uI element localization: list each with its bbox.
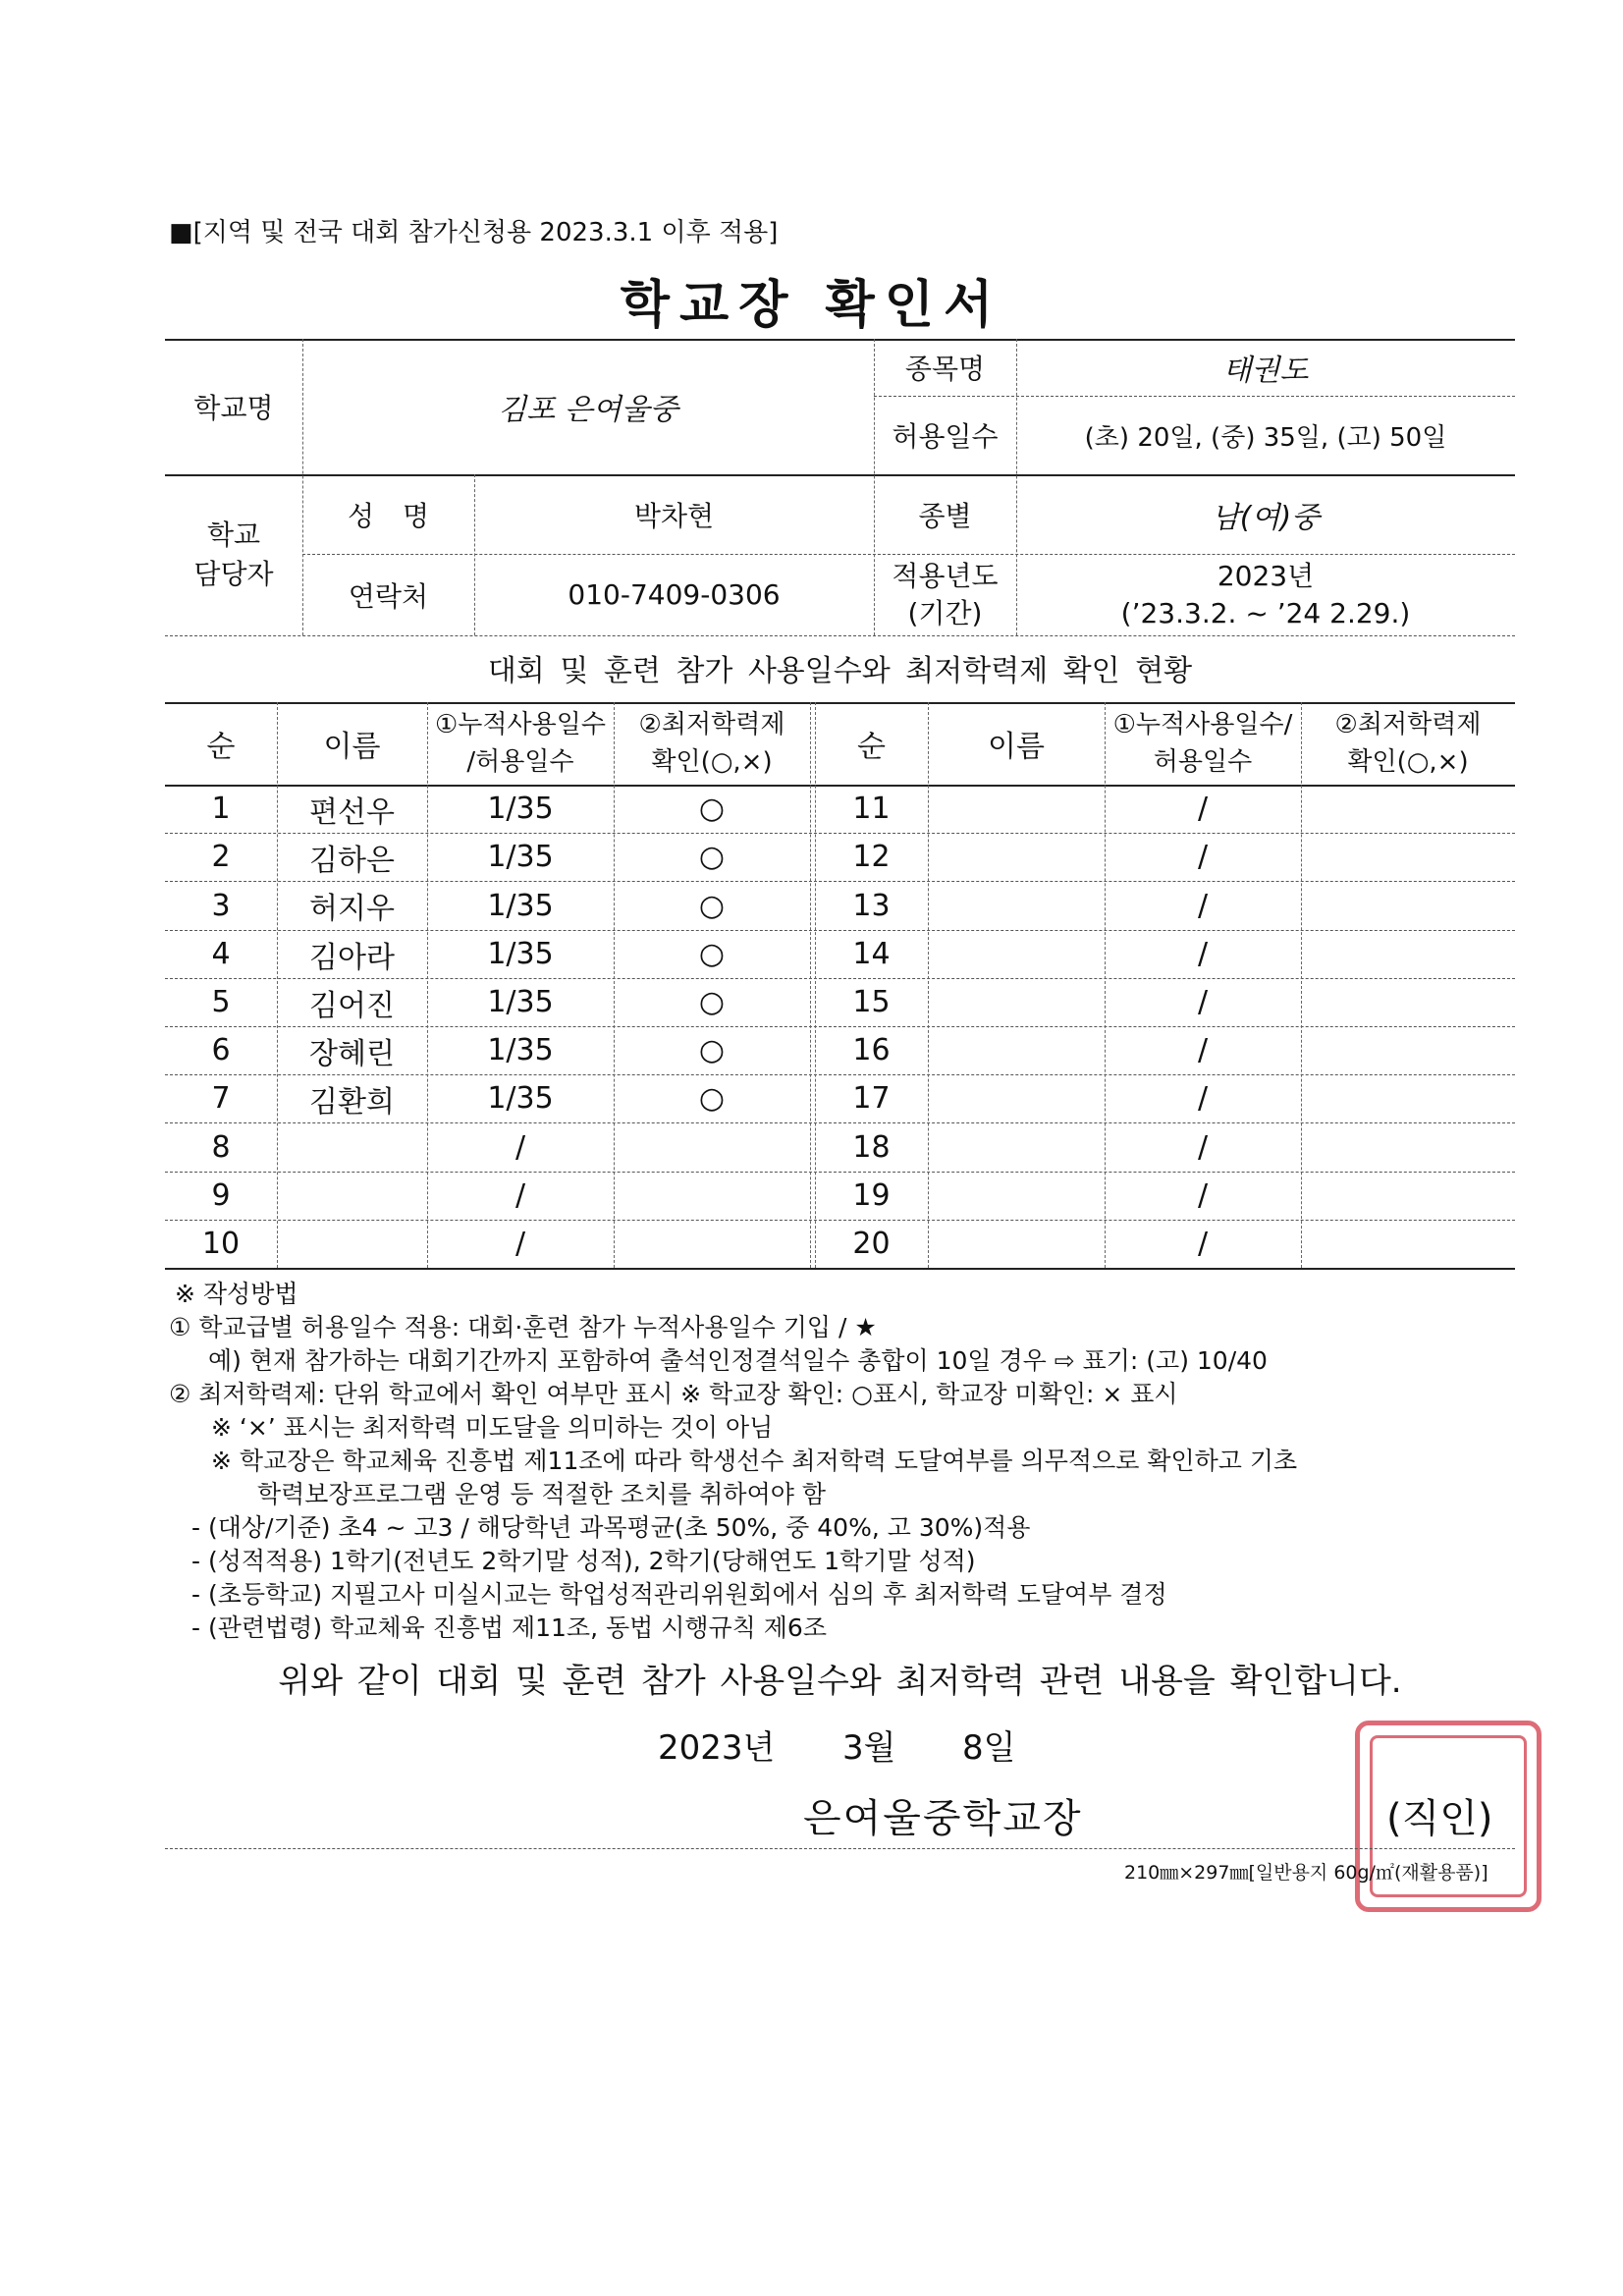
cell-name: [277, 1172, 427, 1220]
sport-value: 태권도: [1222, 354, 1309, 388]
header-days-right: [1105, 702, 1301, 785]
cell-check: [614, 1220, 810, 1268]
page-title: 학교장 확인서: [620, 275, 1003, 335]
note-line: ① 학교급별 허용일수 적용: 대회·훈련 참가 누적사용일수 기입 / ★: [169, 1313, 877, 1341]
allowed-days-label: 허용일수: [892, 420, 999, 453]
allowed-days-value: (초) 20일, (중) 35일, (고) 50일: [1084, 422, 1447, 453]
apply-year-label-line1: 적용년도: [892, 559, 999, 592]
cell-days: /: [1197, 937, 1209, 971]
cell-name: [928, 1172, 1105, 1220]
cell-days: /: [1197, 792, 1209, 826]
note-line: - (대상/기준) 초4 ~ 고3 / 해당학년 과목평균(초 50%, 중 40%, 고 30%)적용: [191, 1513, 1031, 1542]
cell-name: 편선우: [309, 794, 395, 830]
cell-days: 1/35: [487, 792, 554, 826]
cell-check: [1301, 1026, 1515, 1074]
contact-value: 010-7409-0306: [568, 578, 781, 611]
cell-days: /: [1197, 1227, 1209, 1261]
apply-year-label: [874, 554, 1016, 635]
cell-no: 9: [211, 1178, 231, 1213]
cell-check: [1301, 1074, 1515, 1122]
header-check-right-line1: ②최저학력제: [1334, 710, 1482, 739]
cell-no: 13: [852, 888, 891, 923]
note-line: ※ 학교장은 학교체육 진흥법 제11조에 따라 학생선수 최저학력 도달여부를 의무적으로 확인하고 기초: [211, 1447, 1298, 1475]
cell-no: 20: [852, 1227, 891, 1261]
cell-name: [277, 1220, 427, 1268]
seal-label: (직인): [1386, 1796, 1493, 1841]
cell-no: 11: [852, 792, 891, 826]
cell-days: /: [1197, 1033, 1209, 1067]
header-check-left: [614, 702, 810, 785]
cell-days: /: [1197, 840, 1209, 874]
cell-name: [277, 1122, 427, 1172]
cell-check: ○: [698, 840, 726, 874]
date-month: 3월: [842, 1728, 896, 1768]
header-days-right-line1: ①누적사용일수/: [1112, 710, 1293, 739]
cell-check: ○: [698, 1081, 726, 1116]
gender-value: 남(여)중: [1211, 500, 1321, 535]
cell-no: 16: [852, 1033, 891, 1067]
header-check-right: [1301, 702, 1515, 785]
paper-spec-footer: 210㎜×297㎜[일반용지 60g/㎡(재활용품)]: [1124, 1862, 1488, 1884]
cell-check: ○: [698, 1033, 726, 1067]
header-check-left-line1: ②최저학력제: [638, 710, 785, 739]
cell-name: [928, 881, 1105, 930]
date-day: 8일: [962, 1728, 1016, 1768]
cell-days: 1/35: [487, 840, 554, 874]
cell-check: [1301, 978, 1515, 1026]
apply-year-value: [1016, 554, 1515, 635]
cell-name: 김하은: [309, 843, 395, 878]
cell-days: /: [1197, 1129, 1209, 1165]
date-year: 2023년: [658, 1728, 776, 1768]
note-title: ※ 작성방법: [175, 1280, 298, 1308]
confirm-statement: 위와 같이 대회 및 훈련 참가 사용일수와 최저학력 관련 내용을 확인합니다.: [278, 1661, 1402, 1701]
cell-days: 1/35: [487, 888, 554, 923]
header-check-right-line2: 확인(○,×): [1347, 747, 1469, 777]
header-days-right-line2: 허용일수: [1153, 747, 1253, 777]
note-line: ※ ‘×’ 표시는 최저학력 미도달을 의미하는 것이 아님: [211, 1413, 774, 1442]
cell-check: [1301, 881, 1515, 930]
cell-no: 8: [211, 1129, 231, 1165]
cell-check: [1301, 1220, 1515, 1268]
note-line: - (초등학교) 지필고사 미실시교는 학업성적관리위원회에서 심의 후 최저학력 도달여부 결정: [191, 1580, 1167, 1609]
cell-check: [1301, 833, 1515, 881]
cell-name: 김어진: [309, 988, 395, 1023]
header-no-right: 순: [857, 730, 886, 764]
cell-check: [1301, 785, 1515, 833]
manager-label: [165, 474, 302, 635]
cell-days: 1/35: [487, 985, 554, 1019]
cell-name: 김아라: [309, 940, 395, 975]
cell-name: [928, 1074, 1105, 1122]
cell-no: 3: [211, 888, 231, 923]
cell-days: 1/35: [487, 1081, 554, 1116]
cell-name: [928, 978, 1105, 1026]
note-line: ② 최저학력제: 단위 학교에서 확인 여부만 표시 ※ 학교장 확인: ○표시, 학교장 미확인: × 표시: [169, 1380, 1178, 1408]
cell-no: 18: [852, 1129, 891, 1165]
cell-no: 1: [211, 792, 231, 826]
cell-name: 김환희: [309, 1084, 395, 1120]
cell-name: [928, 785, 1105, 833]
cell-name: [928, 1122, 1105, 1172]
cell-no: 19: [852, 1178, 891, 1213]
cell-check: [1301, 1172, 1515, 1220]
contact-label: 연락처: [348, 579, 429, 613]
person-name-label: 성 명: [348, 499, 429, 532]
cell-check: ○: [698, 792, 726, 826]
cell-name: [928, 930, 1105, 978]
cell-no: 6: [211, 1033, 231, 1067]
header-days-left-line2: /허용일수: [466, 747, 574, 777]
cell-no: 14: [852, 937, 891, 971]
cell-no: 15: [852, 985, 891, 1019]
cell-no: 7: [211, 1081, 231, 1116]
cell-no: 4: [211, 937, 231, 971]
manager-label-line2: 담당자: [193, 558, 274, 590]
section-title: 대회 및 훈련 참가 사용일수와 최저학력제 확인 현황: [487, 654, 1193, 688]
cell-no: 12: [852, 840, 891, 874]
form-header-tag: ■[지역 및 전국 대회 참가신청용 2023.3.1 이후 적용]: [169, 218, 779, 247]
cell-check: [1301, 1122, 1515, 1172]
cell-days: 1/35: [487, 1033, 554, 1067]
apply-year-value-line2: (’23.3.2. ~ ’24 2.29.): [1120, 596, 1411, 629]
note-line: 예) 현재 참가하는 대회기간까지 포함하여 출석인정결석일수 총합이 10일 경우 ⇨ 표기: (고) 10/40: [208, 1346, 1268, 1375]
cell-check: ○: [698, 937, 726, 971]
cell-check: [1301, 930, 1515, 978]
cell-name: [928, 833, 1105, 881]
cell-name: [928, 1026, 1105, 1074]
apply-year-value-line1: 2023년: [1217, 559, 1315, 592]
cell-check: [614, 1172, 810, 1220]
cell-no: 17: [852, 1081, 891, 1116]
cell-name: 장혜린: [309, 1036, 395, 1071]
cell-name: [928, 1220, 1105, 1268]
manager-label-line1: 학교: [206, 519, 261, 551]
note-line: - (관련법령) 학교체육 진흥법 제11조, 동법 시행규칙 제6조: [191, 1613, 827, 1642]
cell-no: 10: [201, 1227, 241, 1261]
person-name-value: 박차현: [633, 499, 715, 532]
header-no-left: 순: [206, 730, 236, 764]
cell-days: /: [514, 1178, 526, 1213]
note-line: 학력보장프로그램 운영 등 적절한 조치를 취하여야 함: [257, 1480, 826, 1508]
school-name-value: 김포 은여울중: [498, 393, 678, 427]
header-days-left: [427, 702, 614, 785]
cell-name: 허지우: [309, 892, 395, 926]
cell-days: /: [514, 1129, 526, 1165]
cell-days: 1/35: [487, 937, 554, 971]
note-line: - (성적적용) 1학기(전년도 2학기말 성적), 2학기(당해연도 1학기말 성적): [191, 1547, 976, 1575]
school-name-label: 학교명: [193, 392, 274, 424]
header-days-left-line1: ①누적사용일수: [434, 710, 606, 739]
gender-label: 종별: [918, 499, 972, 532]
cell-days: /: [1197, 1178, 1209, 1213]
cell-check: ○: [698, 985, 726, 1019]
cell-check: ○: [698, 888, 726, 923]
cell-no: 2: [211, 840, 231, 874]
cell-check: [614, 1122, 810, 1172]
header-check-left-line2: 확인(○,×): [651, 747, 773, 777]
principal-title: 은여울중학교장: [803, 1796, 1083, 1841]
sport-label: 종목명: [904, 353, 986, 385]
cell-days: /: [514, 1227, 526, 1261]
header-name-right: 이름: [988, 730, 1045, 764]
apply-year-label-line2: (기간): [907, 596, 983, 629]
cell-days: /: [1197, 888, 1209, 923]
cell-no: 5: [211, 985, 231, 1019]
cell-days: /: [1197, 985, 1209, 1019]
header-name-left: 이름: [323, 730, 381, 764]
cell-days: /: [1197, 1081, 1209, 1116]
